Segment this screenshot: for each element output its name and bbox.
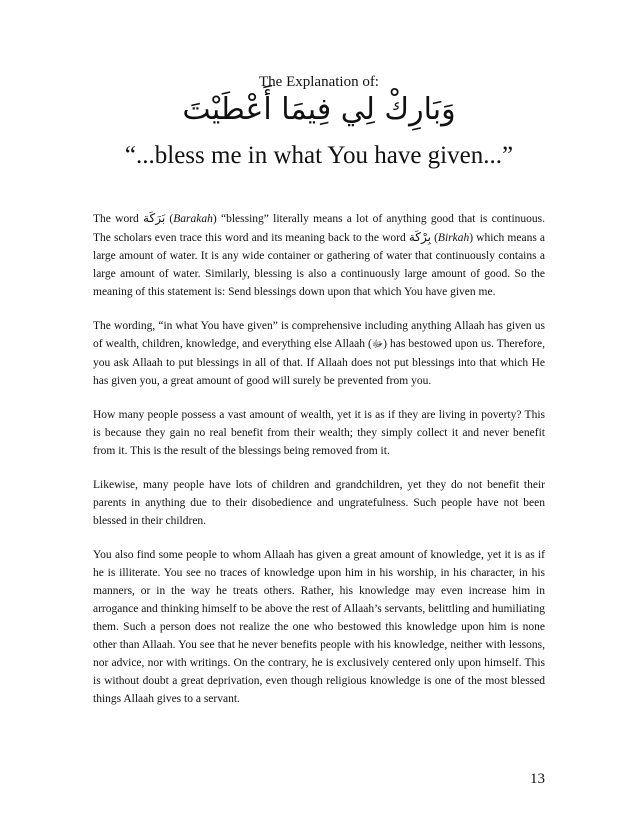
- italic-birkah: Birkah: [437, 232, 470, 244]
- paragraph-2: The wording, “in what You have given” is comprehensive including anything Allaah has given us of wealth, children, knowledge, and everything else Allaah (ﷻ) has bestowed upon us. Therefore, you ask Allaah to put blessings in all of that. If Allaah does not put blessings into that which He has given you, a great amount of good will surely be prevented from you.: [93, 320, 545, 387]
- paragraph-5: You also find some people to whom Allaah has given a great amount of knowledge, yet it is as if he is illiterate. You see no traces of knowledge upon him in his worship, in his character, in his manners, or in the way he treats others. Rather, his knowledge may even increase him in arrogance and thinking himself to be above the rest of Allaah’s servants, belittling and humiliating them. Such a person does not realize the one who bestowed this knowledge upon him is none other than Allaah. You see that he never benefits people with his knowledge, neither with lessons, nor advice, nor with writings. On the contrary, he is exclusively centered only upon himself. This is without doubt a great deprivation, even though religious knowledge is one of the most blessed things Allaah gives to a servant.: [93, 549, 545, 705]
- arabic-word-birkah: بِرْكَة: [408, 230, 431, 244]
- arabic-heading: وَبَارِكْ لِي فِيمَا أَعْطَيْتَ: [182, 92, 456, 127]
- arabic-word-barakah: بَرَكَة: [143, 211, 166, 225]
- body-text: [93, 209, 545, 724]
- paragraph-1: The word بَرَكَة (Barakah) “blessing” literally means a lot of anything good that is continuous. The scholars even trace this word and its meaning back to the word بِرْكَة (Birkah) which means a large amount of water. It is any wide container or gathering of water that continuously contains a large amount of water. Similarly, blessing is also a continuously large amount of good. So the meaning of this statement is: Send blessings down upon that which You have given me.: [93, 211, 546, 298]
- paragraph-3: How many people possess a vast amount of wealth, yet it is as if they are living in poverty? This is because they gain no real benefit from their wealth; they simply collect it and never benefit from it. This is the result of the blessings being removed from it.: [93, 409, 545, 457]
- italic-barakah: Barakah: [173, 213, 213, 225]
- paragraph-4: Likewise, many people have lots of children and grandchildren, yet they do not benefit their parents in anything due to their disobedience and ungratefulness. Such people have not been blessed in their children.: [93, 479, 545, 527]
- page-number: 13: [530, 771, 545, 787]
- honorific-symbol: ﷻ: [371, 339, 384, 350]
- heading-title: The Explanation of:: [259, 74, 379, 90]
- translation-heading: “...bless me in what You have given...”: [124, 142, 514, 169]
